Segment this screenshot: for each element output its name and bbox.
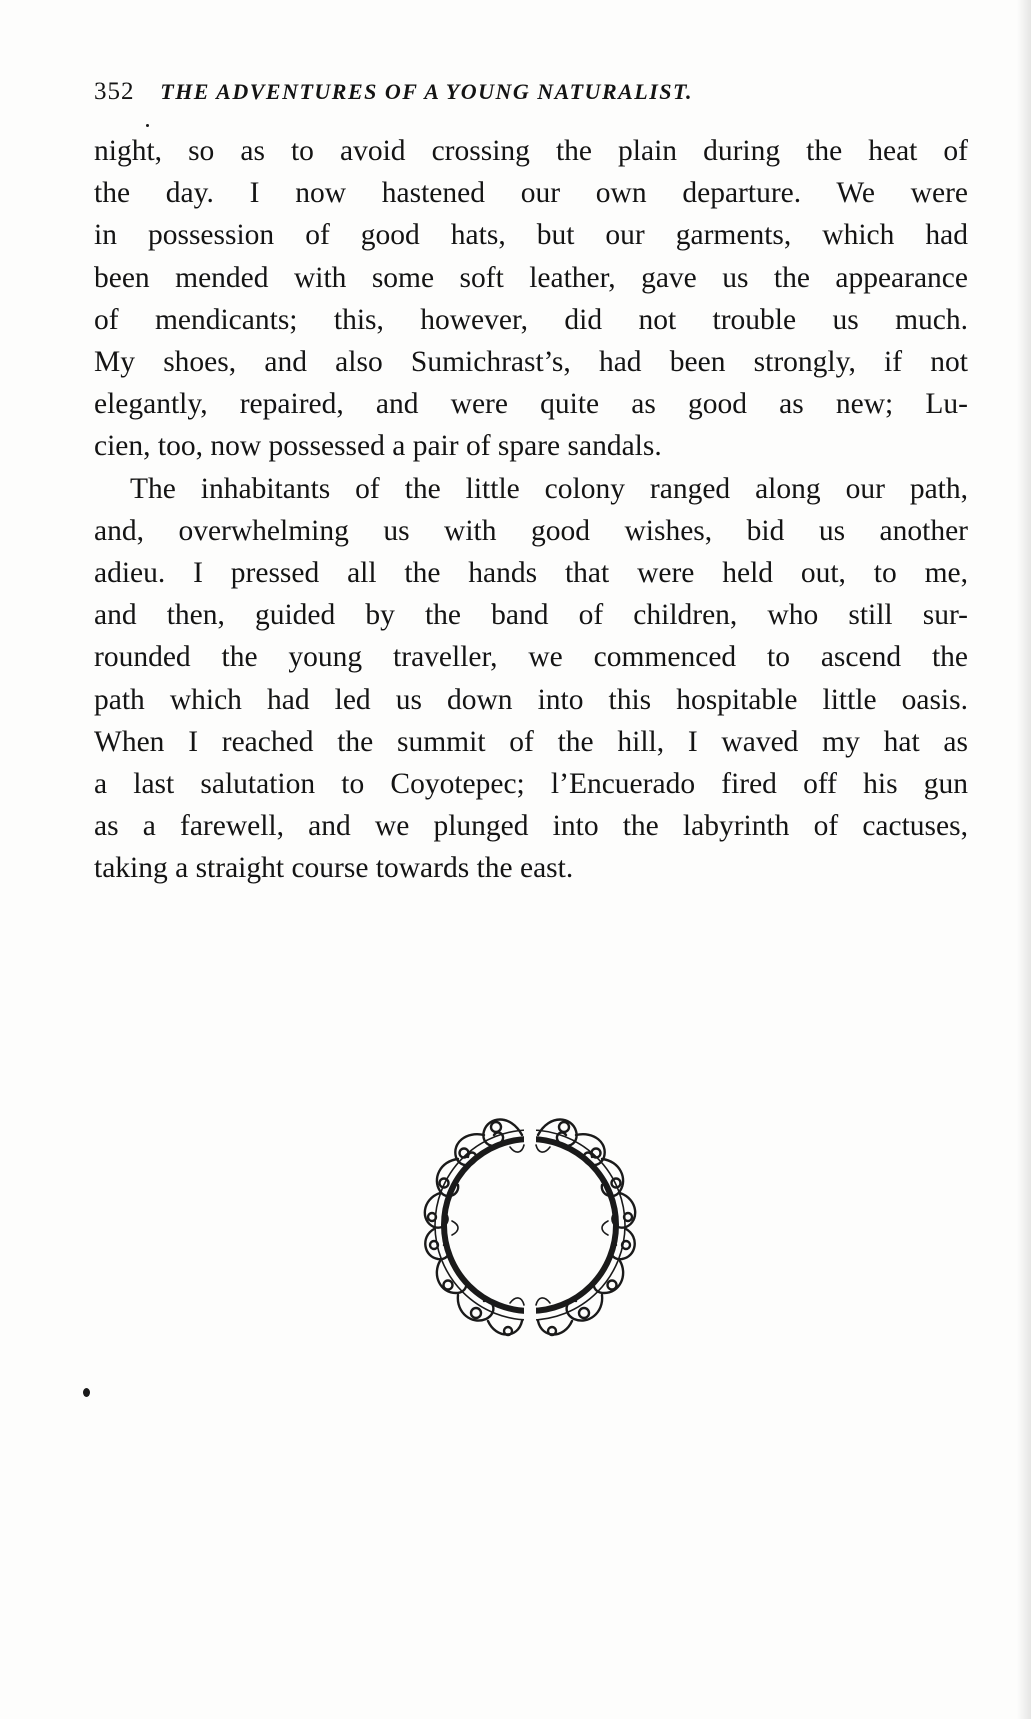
text-line: and then, guided by the band of children, who still sur- xyxy=(94,599,968,632)
text-line: adieu. I pressed all the hands that were held out, to me, xyxy=(94,557,968,590)
text-line: been mended with some soft leather, gave us the appearance xyxy=(94,261,968,294)
text-line: and, overwhelming us with good wishes, bid us another xyxy=(94,514,968,547)
paragraph-2 xyxy=(94,468,968,890)
text-line: taking a straight course towards the east. xyxy=(94,852,574,885)
text-line: path which had led us down into this hospitable little oasis. xyxy=(94,683,968,716)
text-line: The inhabitants of the little colony ranged along our path, xyxy=(130,472,968,505)
tailpiece-ornament-icon xyxy=(400,1095,660,1355)
text-line: My shoes, and also Sumichrast’s, had been strongly, if not xyxy=(94,346,968,379)
page-edge-shadow xyxy=(1017,0,1031,1719)
page-number: 352 xyxy=(94,78,135,105)
text-line: When I reached the summit of the hill, I waved my hat as xyxy=(94,725,968,758)
text-line: a last salutation to Coyotepec; l’Encuerado fired off his gun xyxy=(94,768,968,801)
text-line: as a farewell, and we plunged into the labyrinth of cactuses, xyxy=(94,810,968,843)
text-line: in possession of good hats, but our garments, which had xyxy=(94,219,968,252)
body-text xyxy=(94,130,968,890)
text-line: rounded the young traveller, we commenced to ascend the xyxy=(94,641,968,674)
text-line: elegantly, repaired, and were quite as good as new; Lu- xyxy=(94,388,968,421)
text-line: cien, too, now possessed a pair of spare sandals. xyxy=(94,430,662,463)
ink-speck xyxy=(146,124,149,127)
text-line: of mendicants; this, however, did not trouble us much. xyxy=(94,303,968,336)
ink-speck xyxy=(83,1388,90,1397)
text-line: night, so as to avoid crossing the plain during the heat of xyxy=(94,135,968,167)
paragraph-1 xyxy=(94,130,968,468)
running-head xyxy=(94,74,974,110)
text-line: the day. I now hastened our own departure. We were xyxy=(94,177,968,210)
running-title: THE ADVENTURES OF A YOUNG NATURALIST. xyxy=(160,79,693,104)
